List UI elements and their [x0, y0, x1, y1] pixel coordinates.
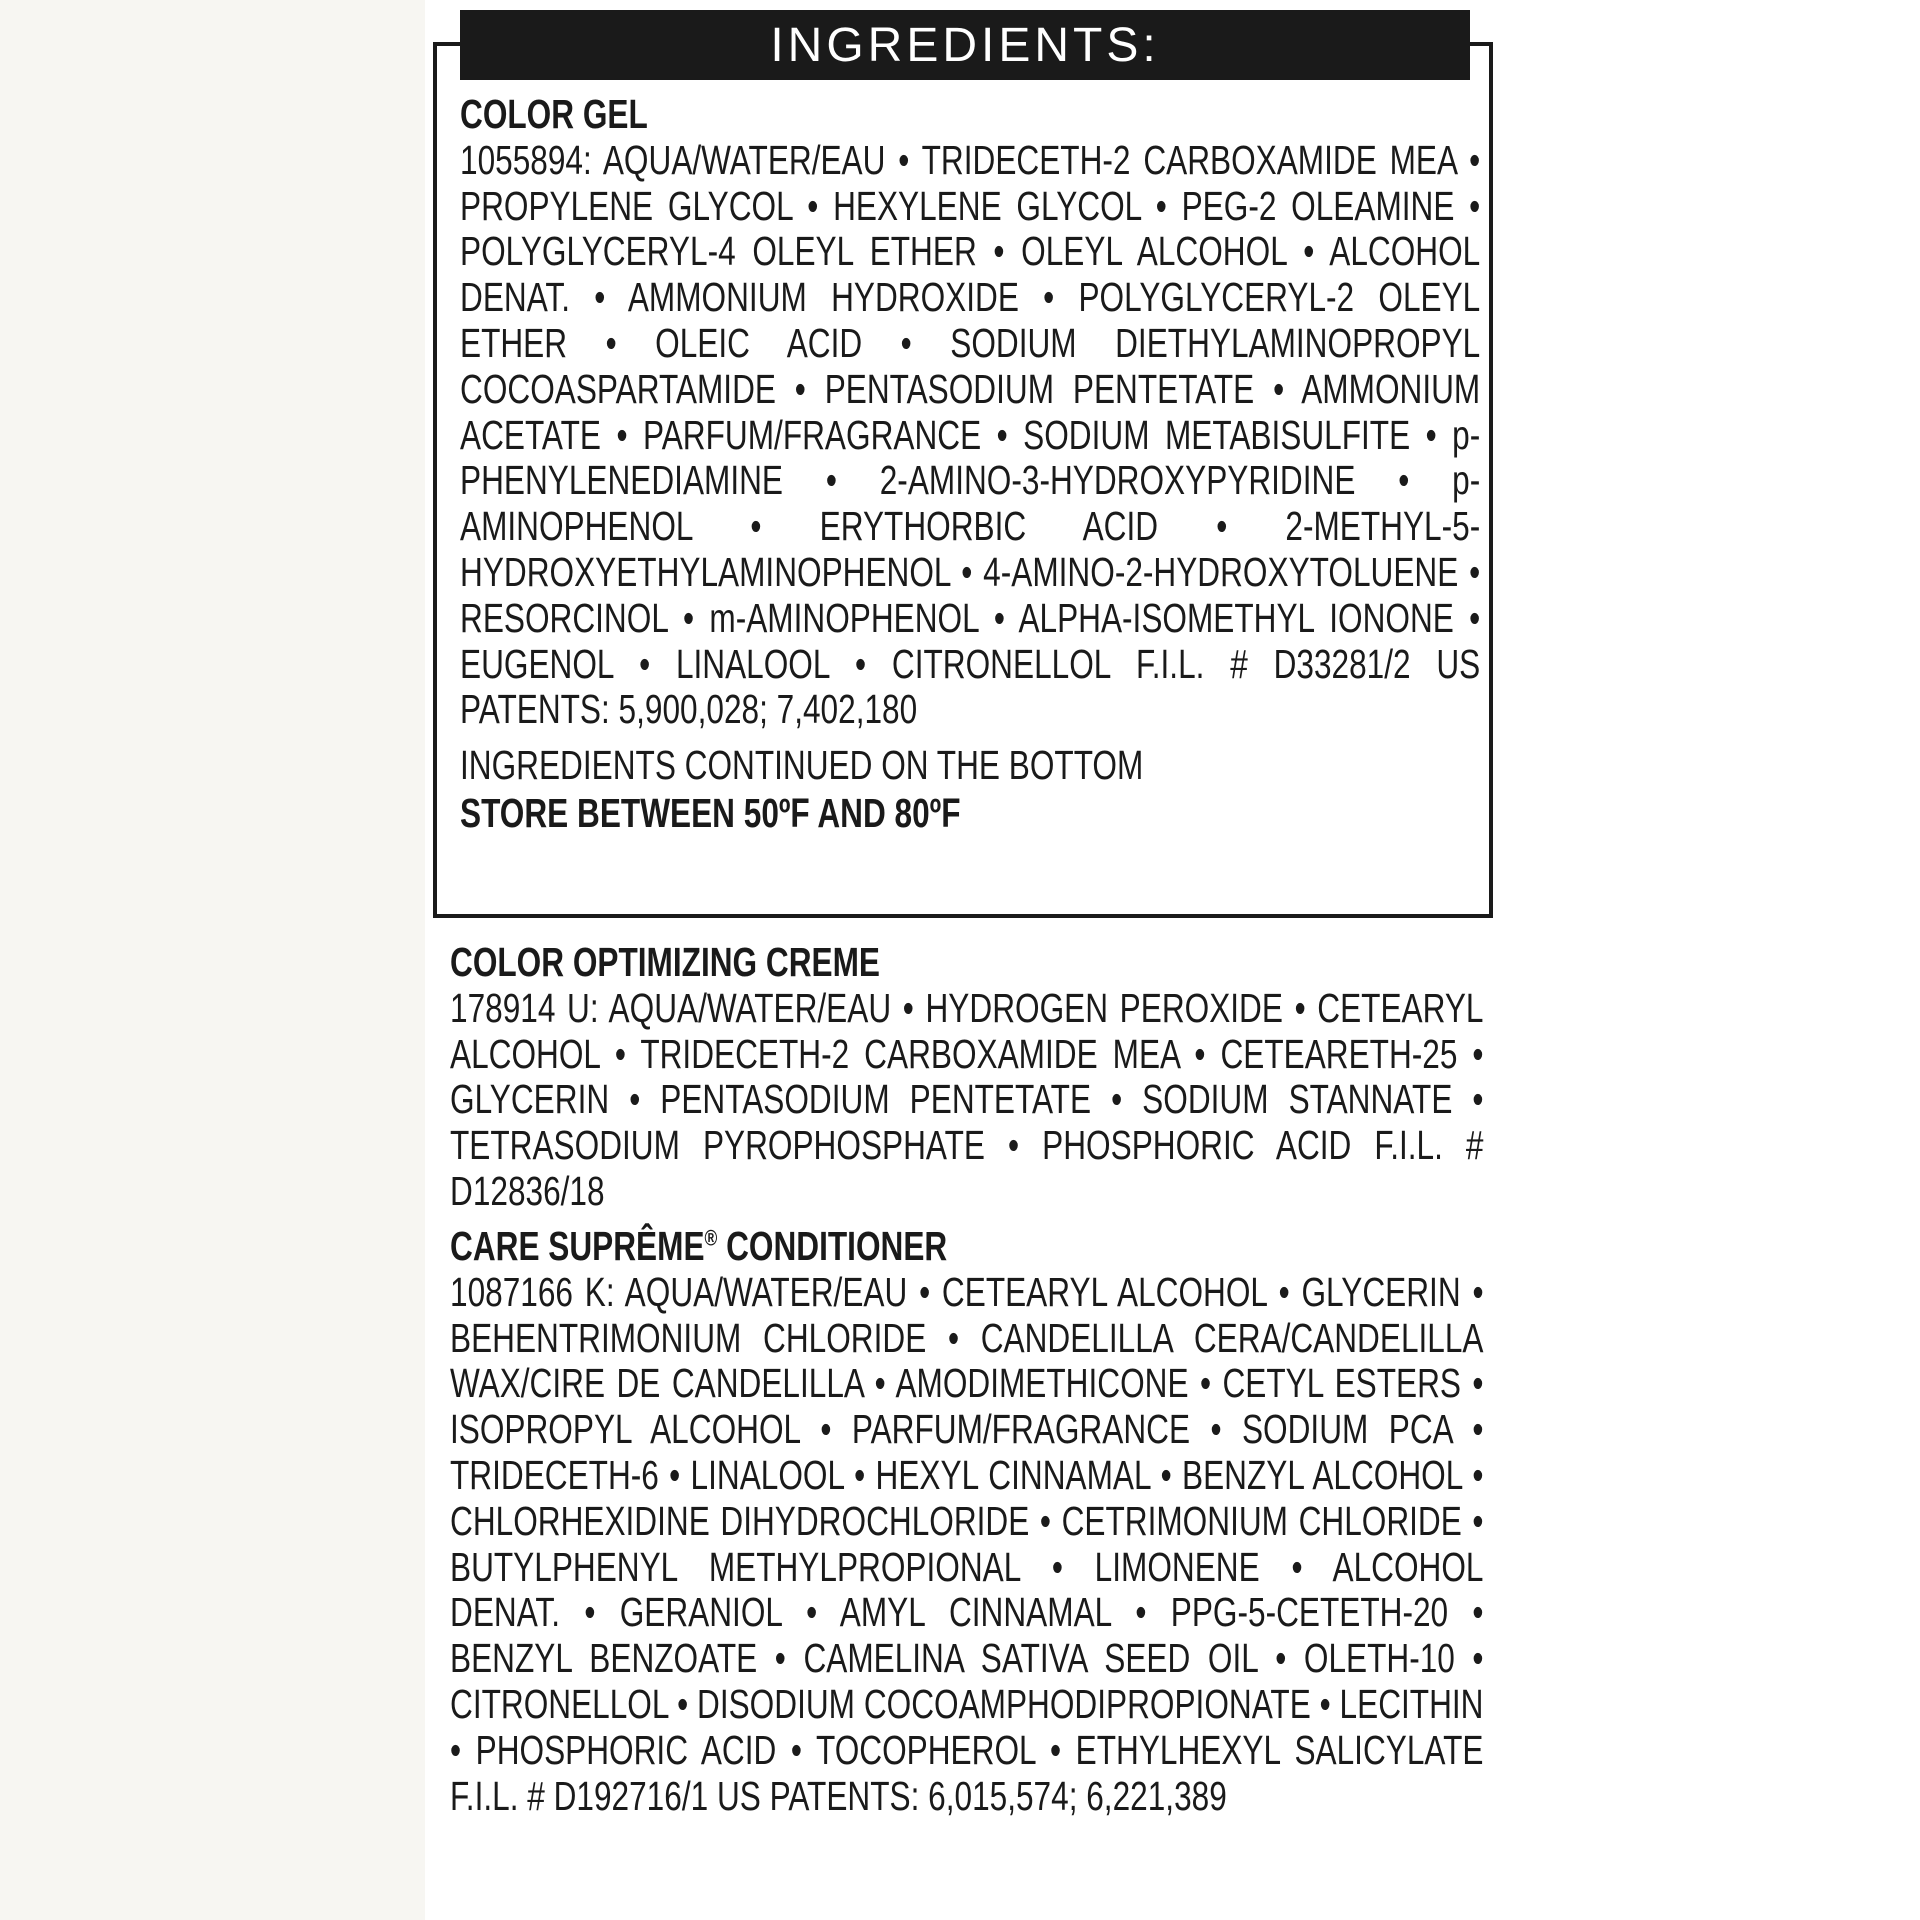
registered-mark: ® — [704, 1225, 718, 1251]
conditioner-heading — [450, 1224, 1484, 1270]
color-gel-heading: COLOR GEL — [460, 91, 648, 137]
conditioner-heading-name: CARE SUPRÊME — [450, 1223, 705, 1269]
conditioner-ingredients: 1087166 K: AQUA/WATER/EAU • CETEARYL ALCOHOL • GLYCERIN • BEHENTRIMONIUM CHLORIDE • CANDELILLA CERA/CANDELILLA WAX/CIRE DE CANDELILLA • AMODIMETHICONE • CETYL ESTERS • ISOPROPYL ALCOHOL • PARFUM/FRAGRANCE • SODIUM PCA • TRIDECETH-6 • LINALOOL • HEXYL CINNAMAL • BENZYL ALCOHOL • CHLORHEXIDINE DIHYDROCHLORIDE • CETRIMONIUM CHLORIDE • BUTYLPHENYL METHYLPROPIONAL • LIMONENE • ALCOHOL DENAT. • GERANIOL • AMYL CINNAMAL • PPG-5-CETETH-20 • BENZYL BENZOATE • CAMELINA SATIVA SEED OIL • OLETH-10 • CITRONELLOL • DISODIUM COCOAMPHODIPROPIONATE • LECITHIN • PHOSPHORIC ACID • TOCOPHEROL • ETHYLHEXYL SALICYLATE F.I.L. # D192716/1 US PATENTS: 6,015,574; 6,221,389 — [450, 1268, 1484, 1819]
color-gel-section — [460, 92, 1480, 837]
ingredients-header — [460, 10, 1470, 80]
optimizing-creme-ingredients: 178914 U: AQUA/WATER/EAU • HYDROGEN PEROXIDE • CETEARYL ALCOHOL • TRIDECETH-2 CARBOXAMIDE MEA • CETEARETH-25 • GLYCERIN • PENTASODIUM PENTETATE • SODIUM STANNATE • TETRASODIUM PYROPHOSPHATE • PHOSPHORIC ACID F.I.L. # D12836/18 — [450, 984, 1484, 1214]
storage-instructions: STORE BETWEEN 50ºF AND 80ºF — [460, 789, 961, 836]
continued-note: INGREDIENTS CONTINUED ON THE BOTTOM — [460, 742, 1144, 789]
optimizing-creme-section — [450, 940, 1484, 1215]
color-gel-ingredients: 1055894: AQUA/WATER/EAU • TRIDECETH-2 CARBOXAMIDE MEA • PROPYLENE GLYCOL • HEXYLENE GLYCOL • PEG-2 OLEAMINE • POLYGLYCERYL-4 OLEYL ETHER • OLEYL ALCOHOL • ALCOHOL DENAT. • AMMONIUM HYDROXIDE • POLYGLYCERYL-2 OLEYL ETHER • OLEIC ACID • SODIUM DIETHYLAMINOPROPYL COCOASPARTAMIDE • PENTASODIUM PENTETATE • AMMONIUM ACETATE • PARFUM/FRAGRANCE • SODIUM METABISULFITE • p-PHENYLENEDIAMINE • 2-AMINO-3-HYDROXYPYRIDINE • p-AMINOPHENOL • ERYTHORBIC ACID • 2-METHYL-5-HYDROXYETHYLAMINOPHENOL • 4-AMINO-2-HYDROXYTOLUENE • RESORCINOL • m-AMINOPHENOL • ALPHA-ISOMETHYL IONONE • EUGENOL • LINALOOL • CITRONELLOL F.I.L. # D33281/2 US PATENTS: 5,900,028; 7,402,180 — [460, 136, 1481, 733]
optimizing-creme-heading: COLOR OPTIMIZING CREME — [450, 939, 880, 985]
conditioner-heading-suffix: CONDITIONER — [717, 1223, 948, 1269]
background-strip — [0, 0, 425, 1920]
conditioner-section — [450, 1224, 1484, 1819]
ingredients-title: INGREDIENTS: — [770, 18, 1160, 72]
